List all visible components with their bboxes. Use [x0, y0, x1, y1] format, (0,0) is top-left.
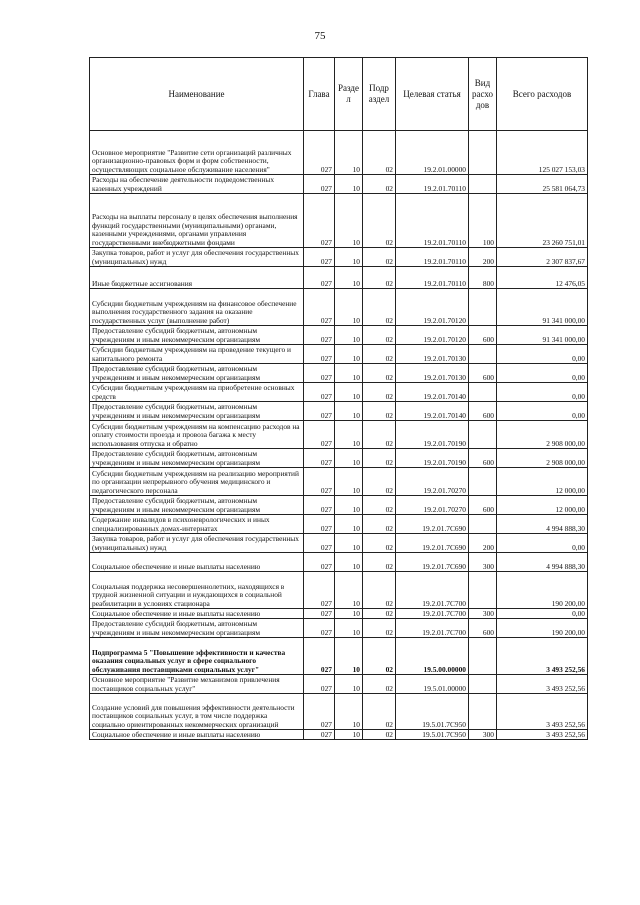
row-name: Основное мероприятие "Развитие механизмов привлечения поставщиков социальных услуг": [90, 675, 304, 694]
row-expense-type: 600: [469, 619, 497, 638]
header-row: [90, 58, 588, 131]
row-glava: 027: [304, 638, 335, 675]
row-amount: 23 260 751,01: [497, 194, 588, 248]
row-razdel: 10: [335, 496, 363, 515]
row-name: Расходы на выплаты персоналу в целях обеспечения выполнения функций государственными (муниципальными) органами, казенными учреждениями, органами управления государственными внебюджетными фондами: [90, 194, 304, 248]
row-amount: 0,00: [497, 345, 588, 364]
table-row: [90, 449, 588, 468]
header-razdel: Разде л: [335, 58, 363, 131]
row-expense-type: 600: [469, 449, 497, 468]
header-podrazdel: Подр аздел: [363, 58, 396, 131]
row-podrazdel: 02: [363, 175, 396, 194]
row-target-article: 19.2.01.70110: [396, 267, 469, 289]
table-row: [90, 675, 588, 694]
row-razdel: 10: [335, 553, 363, 572]
row-glava: 027: [304, 383, 335, 402]
row-podrazdel: 02: [363, 267, 396, 289]
row-amount: 125 027 153,03: [497, 131, 588, 175]
row-razdel: 10: [335, 572, 363, 609]
row-amount: 91 341 000,00: [497, 326, 588, 345]
row-podrazdel: 02: [363, 609, 396, 619]
row-razdel: 10: [335, 267, 363, 289]
table-row: [90, 638, 588, 675]
row-razdel: 10: [335, 345, 363, 364]
row-name: Предоставление субсидий бюджетным, автономным учреждениям и иным некоммерческим организациям: [90, 496, 304, 515]
row-podrazdel: 02: [363, 383, 396, 402]
row-razdel: 10: [335, 515, 363, 534]
table-row: [90, 468, 588, 496]
budget-table: [89, 57, 588, 740]
row-target-article: 19.2.01.7C690: [396, 553, 469, 572]
row-expense-type: 200: [469, 248, 497, 267]
row-glava: 027: [304, 609, 335, 619]
row-name: Предоставление субсидий бюджетным, автономным учреждениям и иным некоммерческим организациям: [90, 326, 304, 345]
row-target-article: 19.2.01.70140: [396, 383, 469, 402]
row-name: Предоставление субсидий бюджетным, автономным учреждениям и иным некоммерческим организациям: [90, 402, 304, 421]
table-row: [90, 364, 588, 383]
row-podrazdel: 02: [363, 402, 396, 421]
row-expense-type: 300: [469, 609, 497, 619]
row-razdel: 10: [335, 421, 363, 449]
row-amount: 3 493 252,56: [497, 638, 588, 675]
row-target-article: 19.2.01.70140: [396, 402, 469, 421]
table-row: [90, 619, 588, 638]
row-name: Субсидии бюджетным учреждениям на финансовое обеспечение выполнения государственного задания на оказание государственных услуг (выполнение работ): [90, 289, 304, 326]
row-name: Субсидии бюджетным учреждениям на приобретение основных средств: [90, 383, 304, 402]
row-podrazdel: 02: [363, 515, 396, 534]
row-expense-type: 600: [469, 326, 497, 345]
table-row: [90, 345, 588, 364]
row-target-article: 19.2.01.70190: [396, 421, 469, 449]
row-amount: 0,00: [497, 364, 588, 383]
row-podrazdel: 02: [363, 534, 396, 553]
table-row: [90, 289, 588, 326]
row-name: Предоставление субсидий бюджетным, автономным учреждениям и иным некоммерческим организациям: [90, 449, 304, 468]
row-amount: 2 908 000,00: [497, 421, 588, 449]
table-row: [90, 194, 588, 248]
row-amount: 12 000,00: [497, 468, 588, 496]
row-podrazdel: 02: [363, 345, 396, 364]
row-razdel: 10: [335, 675, 363, 694]
table-row: [90, 402, 588, 421]
row-target-article: 19.5.01.7C950: [396, 730, 469, 740]
header-name: Наименование: [90, 58, 304, 131]
row-target-article: 19.2.01.70110: [396, 175, 469, 194]
row-target-article: 19.2.01.7C690: [396, 515, 469, 534]
row-amount: 3 493 252,56: [497, 730, 588, 740]
row-razdel: 10: [335, 402, 363, 421]
row-amount: 190 200,00: [497, 619, 588, 638]
table-row: [90, 572, 588, 609]
table-row: [90, 730, 588, 740]
row-razdel: 10: [335, 730, 363, 740]
row-name: Содержание инвалидов в психоневрологических и иных специализированных домах-интернатах: [90, 515, 304, 534]
row-amount: 190 200,00: [497, 572, 588, 609]
row-glava: 027: [304, 694, 335, 730]
row-target-article: 19.2.01.70120: [396, 326, 469, 345]
row-podrazdel: 02: [363, 248, 396, 267]
row-amount: 0,00: [497, 609, 588, 619]
row-target-article: 19.2.01.70270: [396, 496, 469, 515]
row-amount: 12 000,00: [497, 496, 588, 515]
row-expense-type: [469, 131, 497, 175]
table-row: [90, 694, 588, 730]
row-expense-type: 300: [469, 553, 497, 572]
row-glava: 027: [304, 248, 335, 267]
row-amount: 0,00: [497, 534, 588, 553]
row-glava: 027: [304, 675, 335, 694]
row-target-article: 19.2.01.70120: [396, 289, 469, 326]
row-expense-type: [469, 572, 497, 609]
row-glava: 027: [304, 345, 335, 364]
row-amount: 2 307 837,67: [497, 248, 588, 267]
row-razdel: 10: [335, 609, 363, 619]
table-row: [90, 496, 588, 515]
row-expense-type: 300: [469, 730, 497, 740]
row-name: Основное мероприятие "Развитие сети организаций различных организационно-правовых форм и форм собственности, осуществляющих социальное обслуживание населения": [90, 131, 304, 175]
row-glava: 027: [304, 619, 335, 638]
row-glava: 027: [304, 267, 335, 289]
row-razdel: 10: [335, 131, 363, 175]
header-total: Всего расходов: [497, 58, 588, 131]
row-target-article: 19.2.01.70110: [396, 248, 469, 267]
row-glava: 027: [304, 730, 335, 740]
row-expense-type: [469, 515, 497, 534]
row-name: Субсидии бюджетным учреждениям на проведение текущего и капитального ремонта: [90, 345, 304, 364]
row-amount: 91 341 000,00: [497, 289, 588, 326]
row-podrazdel: 02: [363, 364, 396, 383]
row-podrazdel: 02: [363, 468, 396, 496]
row-podrazdel: 02: [363, 675, 396, 694]
row-expense-type: 100: [469, 194, 497, 248]
row-name: Предоставление субсидий бюджетным, автономным учреждениям и иным некоммерческим организациям: [90, 619, 304, 638]
row-expense-type: [469, 289, 497, 326]
row-podrazdel: 02: [363, 638, 396, 675]
row-name: Социальное обеспечение и иные выплаты населению: [90, 553, 304, 572]
row-razdel: 10: [335, 638, 363, 675]
row-amount: 3 493 252,56: [497, 675, 588, 694]
row-name: Субсидии бюджетным учреждениям на компенсацию расходов на оплату стоимости проезда и провоза багажа к месту использования отпуска и обратно: [90, 421, 304, 449]
row-amount: 25 581 064,73: [497, 175, 588, 194]
row-amount: 3 493 252,56: [497, 694, 588, 730]
row-expense-type: 800: [469, 267, 497, 289]
row-podrazdel: 02: [363, 496, 396, 515]
row-razdel: 10: [335, 248, 363, 267]
header-glava: Глава: [304, 58, 335, 131]
row-podrazdel: 02: [363, 694, 396, 730]
row-razdel: 10: [335, 289, 363, 326]
row-name: Закупка товаров, работ и услуг для обеспечения государственных (муниципальных) нужд: [90, 248, 304, 267]
row-target-article: 19.2.01.7C700: [396, 619, 469, 638]
row-glava: 027: [304, 553, 335, 572]
row-razdel: 10: [335, 326, 363, 345]
row-target-article: 19.2.01.70270: [396, 468, 469, 496]
row-target-article: 19.2.01.70190: [396, 449, 469, 468]
row-expense-type: [469, 421, 497, 449]
row-target-article: 19.2.01.70130: [396, 364, 469, 383]
row-target-article: 19.2.01.00000: [396, 131, 469, 175]
row-amount: 12 476,05: [497, 267, 588, 289]
row-podrazdel: 02: [363, 619, 396, 638]
page-number: 75: [314, 30, 326, 42]
row-razdel: 10: [335, 194, 363, 248]
row-glava: 027: [304, 131, 335, 175]
row-amount: 4 994 888,30: [497, 553, 588, 572]
row-expense-type: [469, 694, 497, 730]
row-name: Предоставление субсидий бюджетным, автономным учреждениям и иным некоммерческим организациям: [90, 364, 304, 383]
table-row: [90, 248, 588, 267]
header-expense-type: Вид расхо дов: [469, 58, 497, 131]
row-razdel: 10: [335, 619, 363, 638]
row-glava: 027: [304, 194, 335, 248]
row-target-article: 19.2.01.7C690: [396, 534, 469, 553]
row-name: Социальная поддержка несовершеннолетних, находящихся в трудной жизненной ситуации и нуждающихся в социальной реабилитации в условиях стационара: [90, 572, 304, 609]
table-row: [90, 383, 588, 402]
row-razdel: 10: [335, 175, 363, 194]
row-podrazdel: 02: [363, 131, 396, 175]
row-glava: 027: [304, 449, 335, 468]
row-amount: 0,00: [497, 383, 588, 402]
row-name: Подпрограмма 5 "Повышение эффективности и качества оказания социальных услуг в сфере социального обслуживания поставщиками социальных услуг": [90, 638, 304, 675]
row-expense-type: 600: [469, 496, 497, 515]
table-row: [90, 609, 588, 619]
row-name: Социальное обеспечение и иные выплаты населению: [90, 730, 304, 740]
row-podrazdel: 02: [363, 421, 396, 449]
row-target-article: 19.5.00.00000: [396, 638, 469, 675]
row-glava: 027: [304, 289, 335, 326]
row-amount: 2 908 000,00: [497, 449, 588, 468]
header-target-article: Целевая статья: [396, 58, 469, 131]
row-glava: 027: [304, 515, 335, 534]
row-expense-type: [469, 675, 497, 694]
row-podrazdel: 02: [363, 326, 396, 345]
table-row: [90, 553, 588, 572]
row-glava: 027: [304, 402, 335, 421]
row-target-article: 19.5.01.7C950: [396, 694, 469, 730]
table-row: [90, 175, 588, 194]
row-expense-type: [469, 345, 497, 364]
row-amount: 4 994 888,30: [497, 515, 588, 534]
row-glava: 027: [304, 364, 335, 383]
row-name: Иные бюджетные ассигнования: [90, 267, 304, 289]
row-expense-type: 200: [469, 534, 497, 553]
row-podrazdel: 02: [363, 289, 396, 326]
row-razdel: 10: [335, 468, 363, 496]
table-row: [90, 267, 588, 289]
row-target-article: 19.5.01.00000: [396, 675, 469, 694]
row-expense-type: [469, 383, 497, 402]
row-target-article: 19.2.01.70110: [396, 194, 469, 248]
table-row: [90, 515, 588, 534]
table-row: [90, 534, 588, 553]
row-glava: 027: [304, 326, 335, 345]
row-expense-type: [469, 175, 497, 194]
row-razdel: 10: [335, 449, 363, 468]
row-podrazdel: 02: [363, 449, 396, 468]
row-target-article: 19.2.01.7C700: [396, 609, 469, 619]
row-expense-type: 600: [469, 364, 497, 383]
row-glava: 027: [304, 496, 335, 515]
row-target-article: 19.2.01.7C700: [396, 572, 469, 609]
row-podrazdel: 02: [363, 572, 396, 609]
row-razdel: 10: [335, 534, 363, 553]
row-razdel: 10: [335, 383, 363, 402]
row-glava: 027: [304, 534, 335, 553]
table-row: [90, 131, 588, 175]
row-razdel: 10: [335, 364, 363, 383]
row-name: Создание условий для повышения эффективности деятельности поставщиков социальных услуг, в том числе поддержка социально ориентированных некоммерческих организаций: [90, 694, 304, 730]
row-name: Социальное обеспечение и иные выплаты населению: [90, 609, 304, 619]
row-podrazdel: 02: [363, 553, 396, 572]
row-razdel: 10: [335, 694, 363, 730]
row-glava: 027: [304, 572, 335, 609]
row-podrazdel: 02: [363, 194, 396, 248]
row-glava: 027: [304, 468, 335, 496]
row-podrazdel: 02: [363, 730, 396, 740]
row-expense-type: [469, 468, 497, 496]
row-expense-type: [469, 638, 497, 675]
row-name: Расходы на обеспечение деятельности подведомственных казенных учреждений: [90, 175, 304, 194]
row-glava: 027: [304, 175, 335, 194]
row-amount: 0,00: [497, 402, 588, 421]
row-glava: 027: [304, 421, 335, 449]
row-name: Закупка товаров, работ и услуг для обеспечения государственных (муниципальных) нужд: [90, 534, 304, 553]
table-row: [90, 326, 588, 345]
row-expense-type: 600: [469, 402, 497, 421]
row-name: Субсидии бюджетным учреждениям на реализацию мероприятий по организации непрерывного обучения медицинского и педагогического персонала: [90, 468, 304, 496]
table-row: [90, 421, 588, 449]
row-target-article: 19.2.01.70130: [396, 345, 469, 364]
